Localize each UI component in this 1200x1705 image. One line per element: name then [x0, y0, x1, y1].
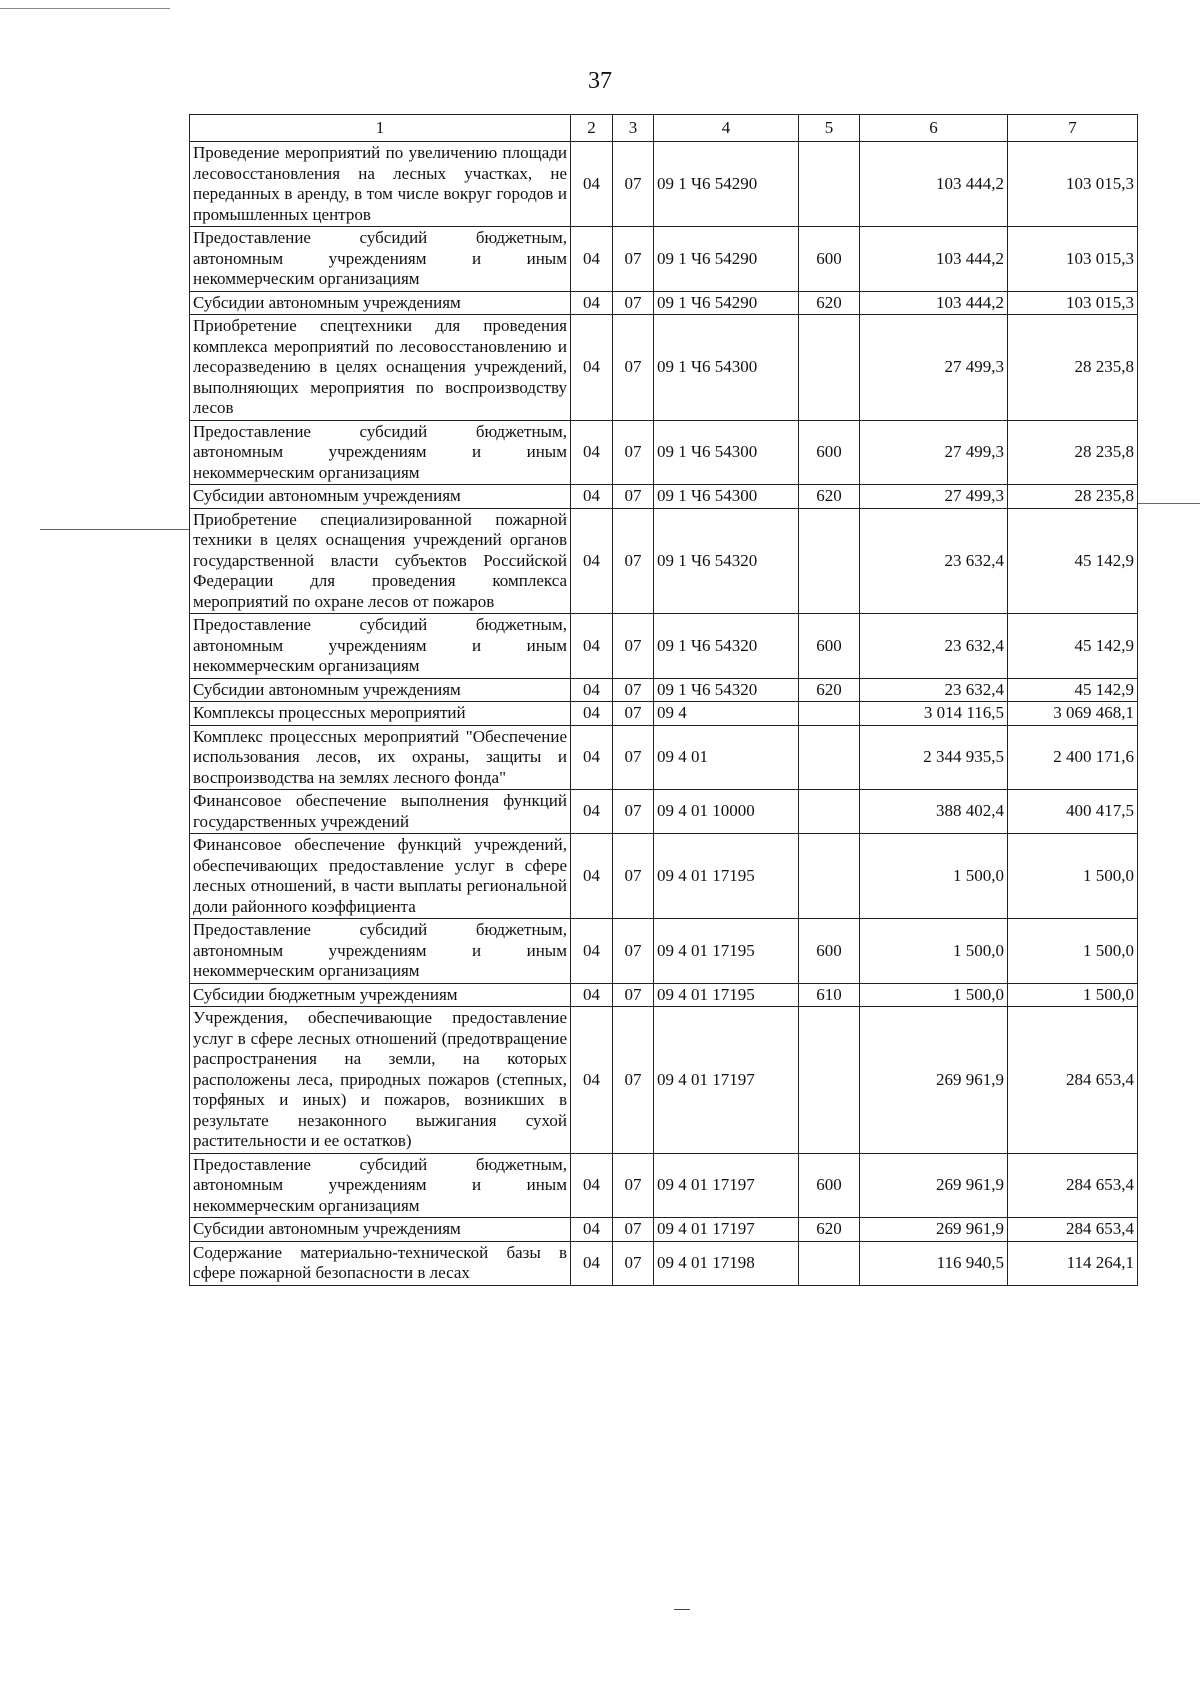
- row-expense-type: [799, 315, 860, 421]
- row-subsection: 07: [613, 291, 654, 315]
- row-section: 04: [571, 614, 613, 679]
- table-row: [190, 725, 1138, 790]
- row-section: 04: [571, 1007, 613, 1154]
- row-subsection: 07: [613, 1241, 654, 1285]
- row-name: Субсидии автономным учреждениям: [190, 485, 571, 509]
- row-section: 04: [571, 420, 613, 485]
- row-amount-2: 45 142,9: [1008, 678, 1138, 702]
- row-amount-1: 388 402,4: [860, 790, 1008, 834]
- row-amount-1: 103 444,2: [860, 142, 1008, 227]
- row-amount-2: 103 015,3: [1008, 142, 1138, 227]
- row-name: Комплекс процессных мероприятий "Обеспечение использования лесов, их охраны, защиты и воспроизводства на землях лесного фонда": [190, 725, 571, 790]
- row-name: Предоставление субсидий бюджетным, автономным учреждениям и иным некоммерческим организациям: [190, 227, 571, 292]
- row-name: Предоставление субсидий бюджетным, автономным учреждениям и иным некоммерческим организациям: [190, 614, 571, 679]
- row-target-code: 09 4 01 17195: [654, 983, 799, 1007]
- header-cell: 3: [613, 115, 654, 142]
- row-target-code: 09 4 01 10000: [654, 790, 799, 834]
- row-name: Субсидии бюджетным учреждениям: [190, 983, 571, 1007]
- row-expense-type: 610: [799, 983, 860, 1007]
- header-cell: 2: [571, 115, 613, 142]
- row-amount-2: 28 235,8: [1008, 420, 1138, 485]
- header-cell: 4: [654, 115, 799, 142]
- table-row: [190, 420, 1138, 485]
- row-amount-1: 1 500,0: [860, 834, 1008, 919]
- row-name: Субсидии автономным учреждениям: [190, 1218, 571, 1242]
- row-expense-type: 620: [799, 678, 860, 702]
- row-name: Предоставление субсидий бюджетным, автономным учреждениям и иным некоммерческим организациям: [190, 1153, 571, 1218]
- budget-table: [189, 114, 1138, 1286]
- row-subsection: 07: [613, 315, 654, 421]
- row-expense-type: [799, 790, 860, 834]
- row-name: Предоставление субсидий бюджетным, автономным учреждениям и иным некоммерческим организациям: [190, 420, 571, 485]
- row-amount-2: 45 142,9: [1008, 508, 1138, 614]
- row-amount-2: 45 142,9: [1008, 614, 1138, 679]
- table-row: [190, 983, 1138, 1007]
- row-target-code: 09 1 Ч6 54300: [654, 315, 799, 421]
- row-amount-1: 23 632,4: [860, 678, 1008, 702]
- row-expense-type: [799, 1007, 860, 1154]
- row-amount-2: 284 653,4: [1008, 1153, 1138, 1218]
- row-section: 04: [571, 508, 613, 614]
- row-amount-1: 27 499,3: [860, 315, 1008, 421]
- row-amount-1: 1 500,0: [860, 983, 1008, 1007]
- row-subsection: 07: [613, 485, 654, 509]
- row-amount-1: 103 444,2: [860, 291, 1008, 315]
- row-amount-2: 1 500,0: [1008, 983, 1138, 1007]
- page-number: 37: [588, 68, 612, 94]
- row-amount-1: 23 632,4: [860, 614, 1008, 679]
- row-amount-2: 103 015,3: [1008, 227, 1138, 292]
- row-name: Предоставление субсидий бюджетным, автономным учреждениям и иным некоммерческим организациям: [190, 919, 571, 984]
- row-subsection: 07: [613, 508, 654, 614]
- row-amount-1: 116 940,5: [860, 1241, 1008, 1285]
- row-amount-2: 2 400 171,6: [1008, 725, 1138, 790]
- row-name: Финансовое обеспечение функций учреждений, обеспечивающих предоставление услуг в сфере лесных отношений, в части выплаты региональной доли районного коэффициента: [190, 834, 571, 919]
- table-row: [190, 508, 1138, 614]
- row-amount-2: 103 015,3: [1008, 291, 1138, 315]
- table-row: [190, 1218, 1138, 1242]
- row-amount-2: 114 264,1: [1008, 1241, 1138, 1285]
- table-row: [190, 919, 1138, 984]
- row-amount-1: 27 499,3: [860, 485, 1008, 509]
- row-section: 04: [571, 291, 613, 315]
- row-target-code: 09 1 Ч6 54320: [654, 678, 799, 702]
- row-target-code: 09 1 Ч6 54320: [654, 508, 799, 614]
- row-section: 04: [571, 227, 613, 292]
- row-amount-1: 1 500,0: [860, 919, 1008, 984]
- row-expense-type: 620: [799, 291, 860, 315]
- table-row: [190, 790, 1138, 834]
- row-section: 04: [571, 725, 613, 790]
- table-row: [190, 614, 1138, 679]
- table-row: [190, 1241, 1138, 1285]
- row-section: 04: [571, 315, 613, 421]
- row-subsection: 07: [613, 1007, 654, 1154]
- scan-artifact-mark: [674, 1609, 690, 1610]
- row-section: 04: [571, 678, 613, 702]
- row-target-code: 09 1 Ч6 54300: [654, 420, 799, 485]
- row-target-code: 09 4 01: [654, 725, 799, 790]
- row-subsection: 07: [613, 919, 654, 984]
- row-expense-type: [799, 725, 860, 790]
- row-expense-type: 600: [799, 1153, 860, 1218]
- row-expense-type: 600: [799, 614, 860, 679]
- row-expense-type: 620: [799, 1218, 860, 1242]
- row-name: Финансовое обеспечение выполнения функций государственных учреждений: [190, 790, 571, 834]
- row-target-code: 09 1 Ч6 54300: [654, 485, 799, 509]
- row-amount-2: 1 500,0: [1008, 919, 1138, 984]
- row-subsection: 07: [613, 702, 654, 726]
- scan-artifact-line: [1138, 503, 1200, 504]
- row-section: 04: [571, 1241, 613, 1285]
- row-section: 04: [571, 485, 613, 509]
- row-amount-1: 23 632,4: [860, 508, 1008, 614]
- row-subsection: 07: [613, 1218, 654, 1242]
- row-amount-2: 3 069 468,1: [1008, 702, 1138, 726]
- row-name: Субсидии автономным учреждениям: [190, 678, 571, 702]
- table-row: [190, 227, 1138, 292]
- scan-artifact-line: [40, 529, 190, 530]
- row-name: Приобретение спецтехники для проведения комплекса мероприятий по лесовосстановлению и лесоразведению в целях оснащения учреждений, выполняющих мероприятия по воспроизводству лесов: [190, 315, 571, 421]
- table-row: [190, 142, 1138, 227]
- row-amount-2: 28 235,8: [1008, 485, 1138, 509]
- row-target-code: 09 4 01 17195: [654, 919, 799, 984]
- row-subsection: 07: [613, 834, 654, 919]
- row-subsection: 07: [613, 227, 654, 292]
- row-amount-1: 269 961,9: [860, 1153, 1008, 1218]
- row-section: 04: [571, 702, 613, 726]
- row-amount-2: 28 235,8: [1008, 315, 1138, 421]
- row-target-code: 09 4 01 17195: [654, 834, 799, 919]
- header-cell: 5: [799, 115, 860, 142]
- row-name: Учреждения, обеспечивающие предоставление услуг в сфере лесных отношений (предотвращение распространения на земли, на которых расположены леса, природных пожаров (степных, торфяных и иных) и пожаров, возникших в результате незаконного выжигания сухой растительности и ее остатков): [190, 1007, 571, 1154]
- row-subsection: 07: [613, 983, 654, 1007]
- row-amount-1: 269 961,9: [860, 1007, 1008, 1154]
- row-subsection: 07: [613, 678, 654, 702]
- row-subsection: 07: [613, 142, 654, 227]
- row-amount-1: 27 499,3: [860, 420, 1008, 485]
- row-section: 04: [571, 983, 613, 1007]
- row-target-code: 09 1 Ч6 54290: [654, 142, 799, 227]
- row-amount-2: 1 500,0: [1008, 834, 1138, 919]
- row-subsection: 07: [613, 790, 654, 834]
- row-name: Субсидии автономным учреждениям: [190, 291, 571, 315]
- header-cell: 6: [860, 115, 1008, 142]
- scan-artifact-line: [0, 8, 170, 9]
- row-section: 04: [571, 834, 613, 919]
- table-row: [190, 1153, 1138, 1218]
- header-cell: 1: [190, 115, 571, 142]
- row-target-code: 09 1 Ч6 54290: [654, 227, 799, 292]
- row-target-code: 09 4 01 17197: [654, 1153, 799, 1218]
- row-target-code: 09 4 01 17197: [654, 1218, 799, 1242]
- row-section: 04: [571, 919, 613, 984]
- row-name: Комплексы процессных мероприятий: [190, 702, 571, 726]
- row-section: 04: [571, 1218, 613, 1242]
- row-amount-1: 3 014 116,5: [860, 702, 1008, 726]
- row-amount-1: 103 444,2: [860, 227, 1008, 292]
- row-section: 04: [571, 790, 613, 834]
- row-expense-type: [799, 508, 860, 614]
- row-amount-2: 284 653,4: [1008, 1218, 1138, 1242]
- row-target-code: 09 4 01 17198: [654, 1241, 799, 1285]
- row-name: Приобретение специализированной пожарной техники в целях оснащения учреждений органов государственной власти субъектов Российской Федерации для проведения комплекса мероприятий по охране лесов от пожаров: [190, 508, 571, 614]
- row-expense-type: 600: [799, 420, 860, 485]
- row-expense-type: [799, 834, 860, 919]
- row-target-code: 09 1 Ч6 54290: [654, 291, 799, 315]
- row-subsection: 07: [613, 725, 654, 790]
- row-amount-2: 400 417,5: [1008, 790, 1138, 834]
- row-target-code: 09 4 01 17197: [654, 1007, 799, 1154]
- table-row: [190, 702, 1138, 726]
- table-row: [190, 315, 1138, 421]
- row-expense-type: 620: [799, 485, 860, 509]
- table-row: [190, 291, 1138, 315]
- row-section: 04: [571, 1153, 613, 1218]
- row-section: 04: [571, 142, 613, 227]
- row-amount-2: 284 653,4: [1008, 1007, 1138, 1154]
- row-subsection: 07: [613, 1153, 654, 1218]
- row-name: Проведение мероприятий по увеличению площади лесовосстановления на лесных участках, не переданных в аренду, в том числе вокруг городов и промышленных центров: [190, 142, 571, 227]
- row-amount-1: 269 961,9: [860, 1218, 1008, 1242]
- table-row: [190, 1007, 1138, 1154]
- row-subsection: 07: [613, 420, 654, 485]
- table-row: [190, 678, 1138, 702]
- header-row: [190, 115, 1138, 142]
- table-row: [190, 485, 1138, 509]
- row-target-code: 09 4: [654, 702, 799, 726]
- row-expense-type: [799, 1241, 860, 1285]
- row-expense-type: 600: [799, 227, 860, 292]
- row-expense-type: [799, 142, 860, 227]
- row-expense-type: 600: [799, 919, 860, 984]
- row-amount-1: 2 344 935,5: [860, 725, 1008, 790]
- row-target-code: 09 1 Ч6 54320: [654, 614, 799, 679]
- row-expense-type: [799, 702, 860, 726]
- header-cell: 7: [1008, 115, 1138, 142]
- row-subsection: 07: [613, 614, 654, 679]
- table-row: [190, 834, 1138, 919]
- row-name: Содержание материально-технической базы в сфере пожарной безопасности в лесах: [190, 1241, 571, 1285]
